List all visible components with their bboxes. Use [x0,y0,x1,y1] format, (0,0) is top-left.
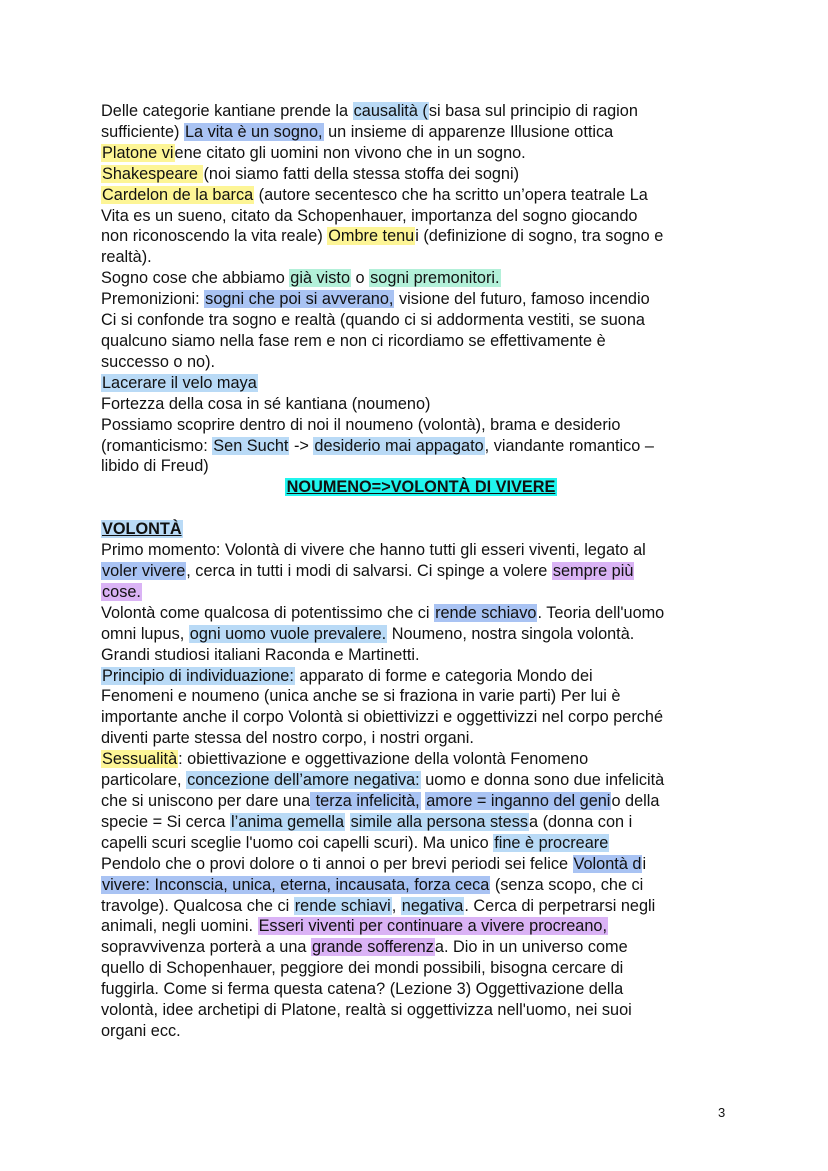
text-segment: Primo momento: Volontà di vivere che hanno tutti gli esseri viventi, legato al [101,541,646,560]
text-segment: , viandante romantico – [484,436,654,455]
text-line [101,143,741,164]
text-segment: ene citato gli uomini non vivono che in un sogno. [174,143,526,162]
text-segment: Grandi studiosi italiani Raconda e Martinetti. [101,645,420,664]
text-segment: sopravvivenza porterà a una [101,938,311,957]
highlighted-text: negativa [401,896,464,915]
text-segment: realtà). [101,248,152,267]
highlighted-text: Shakespeare [102,164,203,183]
document-body [101,101,741,1042]
text-line [101,331,741,352]
text-segment: Ci si confonde tra sogno e realtà (quando ci si addormenta vestiti, se suona [101,311,645,330]
text-segment: i (definizione di sogno, tra sogno e [415,227,664,246]
text-line [101,812,741,833]
text-segment: a. Dio in un universo come [434,938,628,957]
highlighted-text: cose. [102,582,141,601]
highlighted-text: sogni premonitori. [370,269,500,288]
highlighted-text: sempre più [552,562,634,581]
text-segment: Fenomeni e noumeno (unica anche se si fraziona in varie parti) Per lui è [101,687,621,706]
highlighted-text: amore = inganno del geni [426,792,611,810]
text-line [101,979,741,1000]
text-segment: organi ecc. [101,1021,181,1040]
text-line [101,958,741,979]
text-line [101,415,741,436]
text-line [101,686,741,707]
text-line [101,728,741,749]
text-segment: , [391,896,401,915]
text-line [101,916,741,937]
text-segment: che si uniscono per dare una [101,792,311,810]
text-segment: non riconoscendo la vita reale) [101,227,328,246]
highlighted-text: voler vivere [102,562,186,581]
text-line [101,645,741,666]
text-segment: Noumeno, nostra singola volontà. [387,624,635,643]
text-segment: : obiettivazione e oggettivazione della volontà Fenomeno [178,750,589,769]
text-segment: specie = Si cerca [101,812,230,831]
text-segment: particolare, [101,771,187,790]
text-segment: apparato di forme e categoria Mondo dei [294,666,593,685]
text-segment: quello di Schopenhauer, peggiore dei mondi possibili, bisogna cercare di [101,959,624,978]
text-line [101,666,741,687]
text-segment: Sogno cose che abbiamo [101,269,290,288]
text-line [101,122,741,143]
section-title-text: NOUMENO=>VOLONTÀ DI VIVERE [286,478,556,497]
blank-line [101,498,741,519]
text-segment: o [351,269,370,288]
highlighted-text: già visto [290,269,351,288]
text-segment: omni lupus, [101,624,189,643]
text-segment: importante anche il corpo Volontà si obiettivizzi e oggettivizzi nel corpo perché [101,708,664,727]
text-line [101,896,741,917]
text-line [101,268,741,289]
highlighted-text: vivere: Inconscia, unica, eterna, incausata, forza ceca [102,875,490,894]
text-segment: qualcuno siamo nella fase rem e non ci ricordiamo se effettivamente è [101,331,606,350]
text-line [101,624,741,645]
highlighted-text: grande sofferenz [311,938,434,957]
text-segment: (senza scopo, che ci [490,875,644,894]
text-line [101,164,741,185]
highlighted-text: Sessualità [102,750,178,769]
text-line [101,373,741,394]
section-heading [101,519,741,540]
text-segment: i [642,854,647,873]
text-line [101,749,741,770]
text-segment: sufficiente) [101,122,184,141]
highlighted-text: La vita è un sogno, [184,122,323,141]
highlighted-text: rende schiavo [435,603,537,622]
text-segment: successo o no). [101,352,216,371]
text-line [101,247,741,268]
paragraph-block-intro [101,101,741,477]
highlighted-text: ogni uomo vuole prevalere. [189,624,387,643]
text-segment: libido di Freud) [101,457,209,476]
text-segment: un insieme di apparenze Illusione ottica [323,122,614,141]
text-segment: . Teoria dell'uomo [537,603,665,622]
text-line [101,582,741,603]
text-segment: Fortezza della cosa in sé kantiana (noumeno) [101,394,431,413]
highlighted-text: rende schiavi [294,896,391,915]
text-segment: diventi parte stessa del nostro corpo, i nostri organi. [101,729,474,748]
text-line [101,937,741,958]
text-line [101,394,741,415]
text-segment: capelli scuri sceglie l'uomo coi capelli scuri). Ma unico [101,833,494,852]
text-segment: animali, negli uomini. [101,917,258,936]
text-line [101,289,741,310]
text-segment: uomo e donna sono due infelicità [420,771,665,790]
text-line [101,352,741,373]
highlighted-text: Lacerare il velo maya [102,373,257,392]
text-segment: o della [611,792,660,810]
text-line [101,791,741,812]
highlighted-text: Cardelon de la barca [102,185,254,204]
text-line [101,101,741,122]
text-line [101,707,741,728]
text-line [101,770,741,791]
text-line [101,603,741,624]
section-title [101,477,741,498]
text-segment: volontà, idee archetipi di Platone, realtà si oggettivizza nell'uomo, nei suoi [101,1001,632,1020]
highlighted-text: Sen Sucht [213,436,289,455]
text-line [101,875,741,896]
highlighted-text: Volontà d [573,854,642,873]
text-segment [345,813,350,831]
text-line [101,310,741,331]
text-segment: Pendolo che o provi dolore o ti annoi o per brevi periodi sei felice [101,854,573,873]
text-line [101,456,741,477]
text-segment: fuggirla. Come si ferma questa catena? (Lezione 3) Oggettivazione della [101,980,624,999]
page-number: 3 [718,1105,726,1120]
highlighted-text: desiderio mai appagato [314,436,484,455]
text-segment: Vita es un sueno, citato da Schopenhauer, importanza del sogno giocando [101,206,638,225]
text-segment: (romanticismo: [101,436,213,455]
highlighted-text: fine è procreare [494,833,609,852]
highlighted-text: sogni che poi si avverano, [205,290,394,309]
text-segment: visione del futuro, famoso incendio [394,290,650,309]
section-heading-text: VOLONTÀ [102,520,182,539]
text-segment: travolge). Qualcosa che ci [101,896,294,915]
text-segment: , cerca in tutti i modi di salvarsi. Ci spinge a volere [186,562,552,581]
text-line [101,206,741,227]
text-line [101,1021,741,1042]
highlighted-text: causalità ( [353,102,428,120]
text-segment: Possiamo scoprire dentro di noi il noumeno (volontà), brama e desiderio [101,415,621,434]
text-line [101,854,741,875]
highlighted-text: concezione dell’amore negativa: [187,771,420,790]
text-line [101,1000,741,1021]
text-line [101,561,741,582]
highlighted-text: terza infelicità, [311,792,420,810]
text-segment: Delle categorie kantiane prende la [101,102,353,120]
highlighted-text: Ombre tenu [328,227,415,246]
highlighted-text: l’anima gemella [230,812,345,831]
text-segment: a (donna con i [529,812,633,831]
text-segment: si basa sul principio di ragion [428,102,638,120]
text-segment: Volontà come qualcosa di potentissimo che ci [101,603,435,622]
highlighted-text: Principio di individuazione: [102,666,294,685]
highlighted-text: Esseri viventi per continuare a vivere procreano, [258,917,607,936]
text-segment: (noi siamo fatti della stessa stoffa dei sogni) [203,164,520,183]
text-line [101,540,741,561]
text-segment: . Cerca di perpetrarsi negli [464,896,656,915]
text-line [101,185,741,206]
text-segment: -> [289,436,314,455]
highlighted-text: Platone vi [102,143,174,162]
text-line [101,226,741,247]
highlighted-text: simile alla persona stess [350,812,528,831]
text-line [101,436,741,457]
text-segment: (autore secentesco che ha scritto un’opera teatrale La [254,185,648,204]
text-line [101,833,741,854]
paragraph-block-volonta [101,540,741,1042]
text-segment: Premonizioni: [101,290,205,309]
